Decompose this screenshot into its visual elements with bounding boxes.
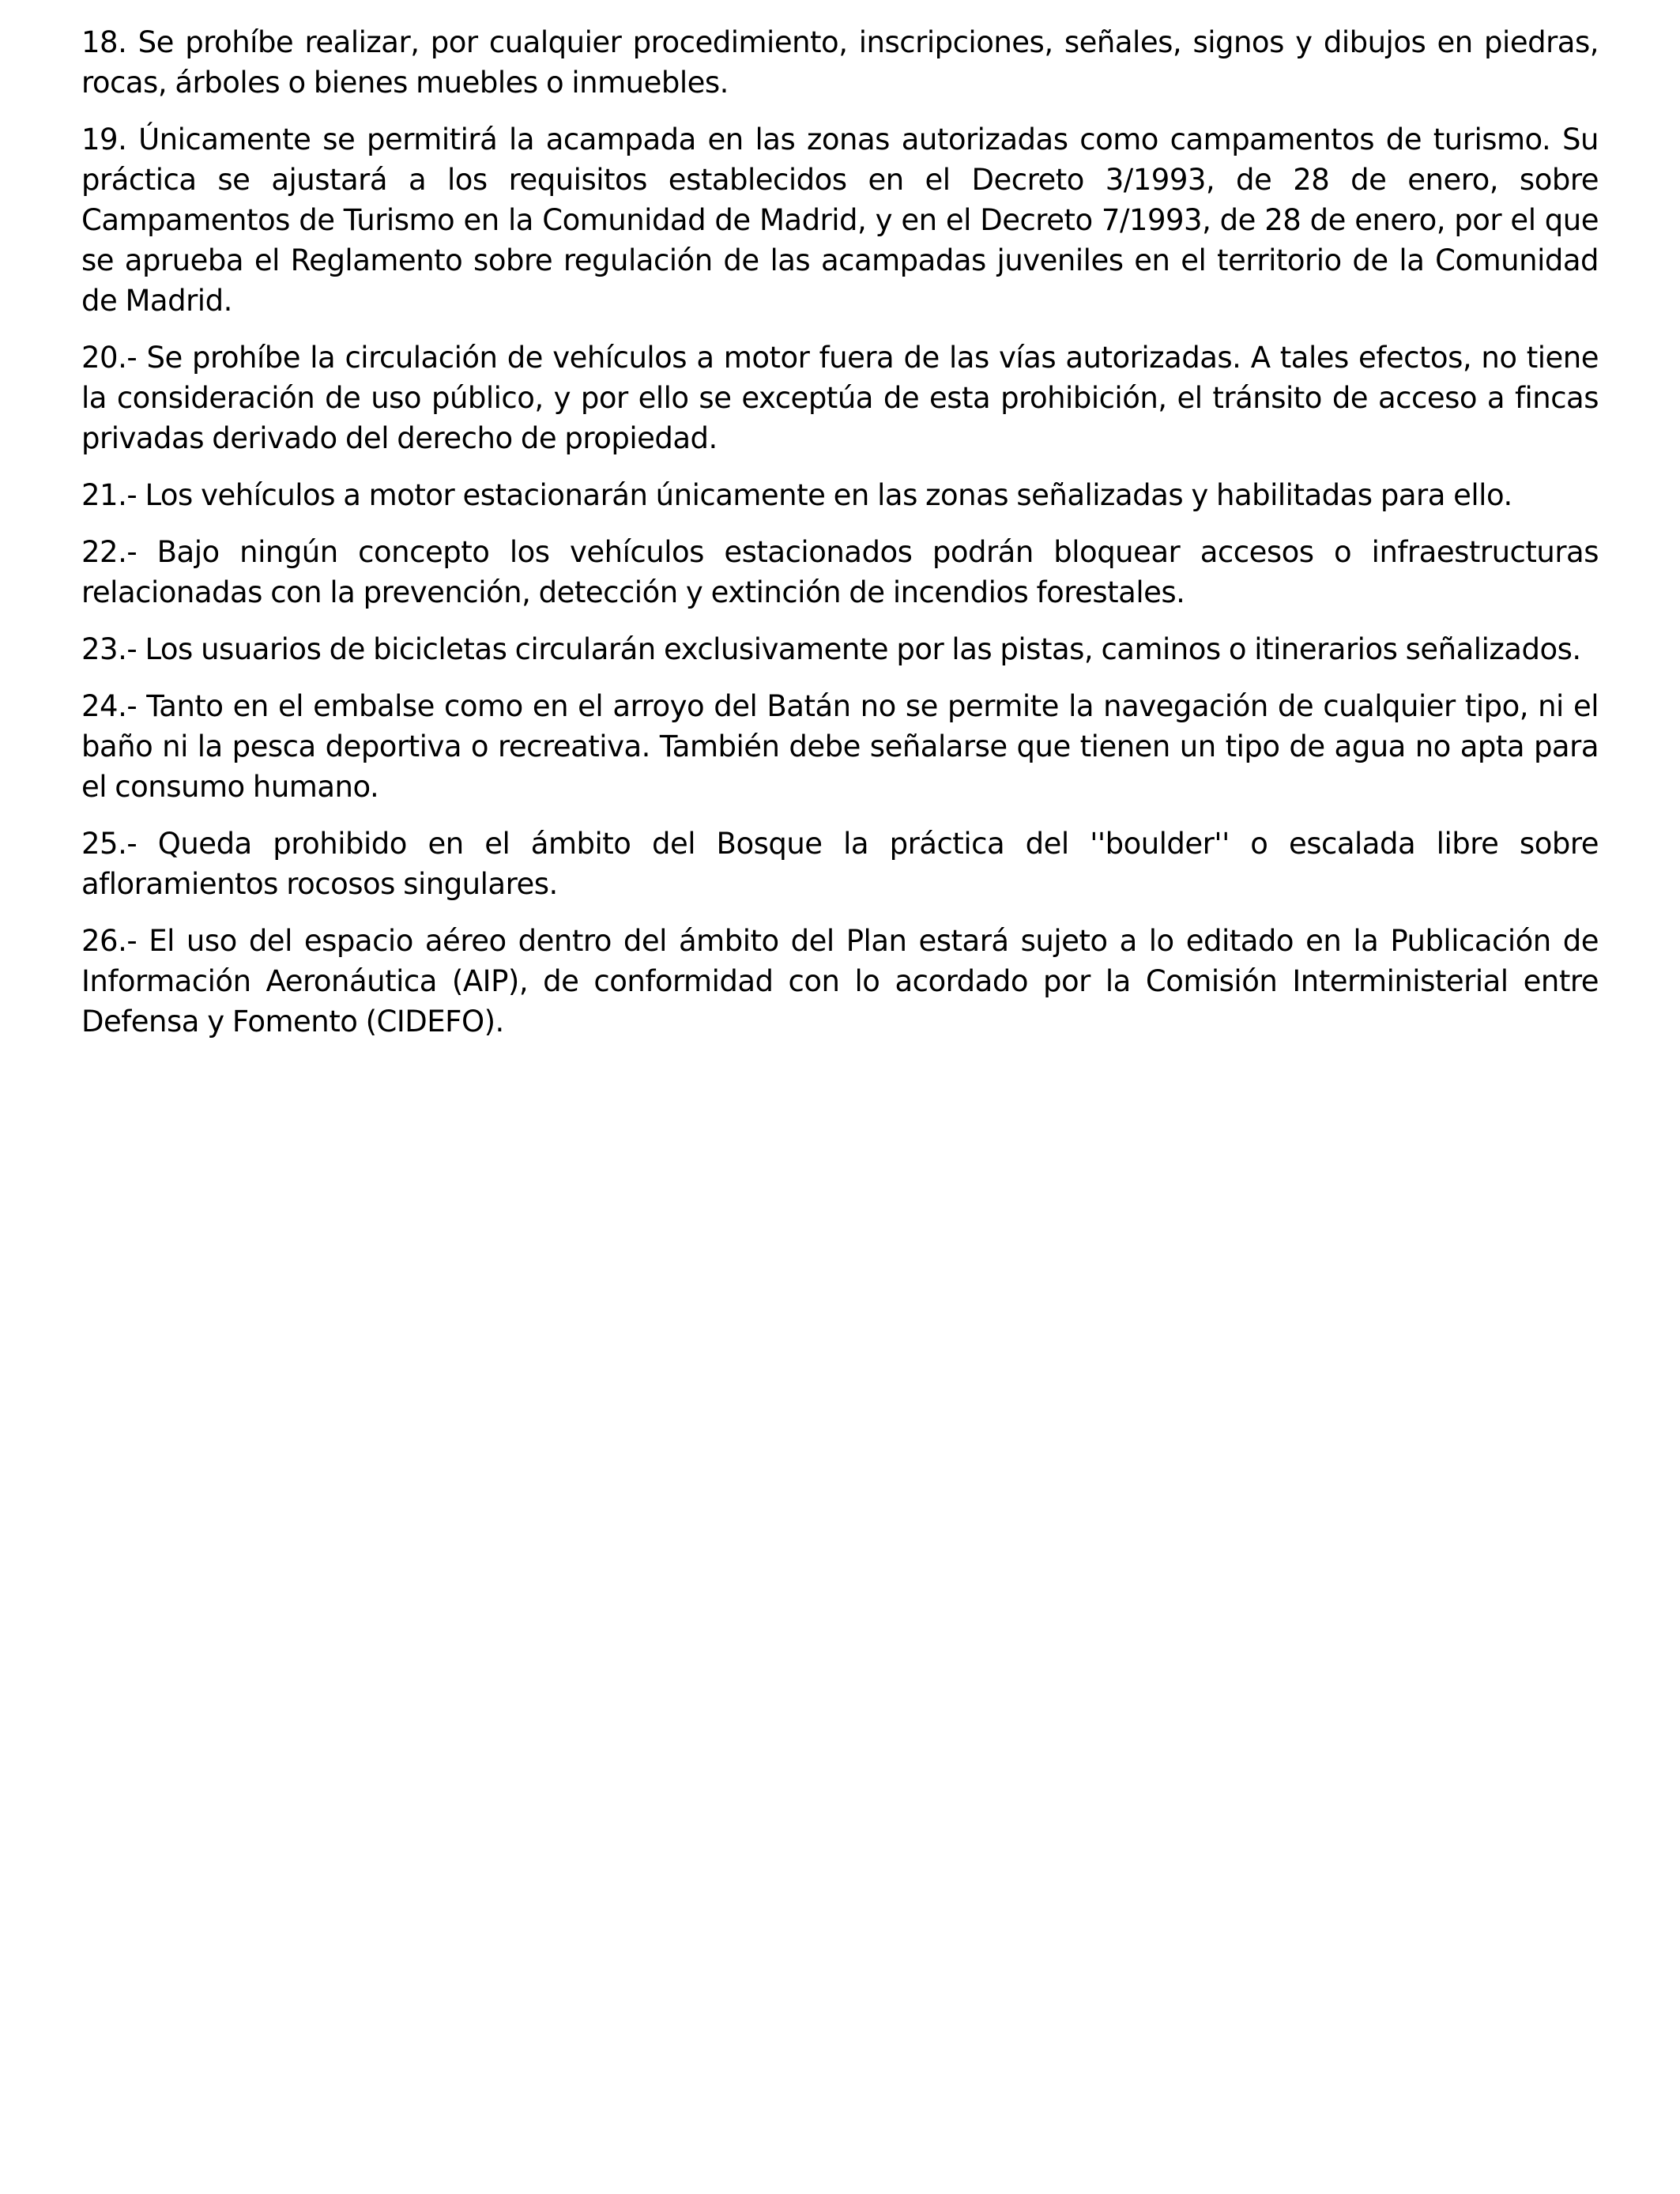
paragraph-26: 26.- El uso del espacio aéreo dentro del ámbito del Plan estará sujeto a lo editado en la Publicación de Información Aeronáutica (AIP), de conformidad con lo acordado por la Comisión Interministerial entre Defensa y Fomento (CIDEFO). xyxy=(81,924,1599,1039)
paragraph-20: 20.- Se prohíbe la circulación de vehículos a motor fuera de las vías autorizadas. A tales efectos, no tiene la consideración de uso público, y por ello se exceptúa de esta prohibición, el tránsito de acceso a fincas privadas derivado del derecho de propiedad. xyxy=(81,341,1599,455)
paragraph-21: 21.- Los vehículos a motor estacionarán únicamente en las zonas señalizadas y habilitadas para ello. xyxy=(81,478,1512,512)
document-page xyxy=(81,22,1599,1058)
paragraph-23: 23.- Los usuarios de bicicletas circularán exclusivamente por las pistas, caminos o itinerarios señalizados. xyxy=(81,632,1581,666)
paragraph-19: 19. Únicamente se permitirá la acampada en las zonas autorizadas como campamentos de turismo. Su práctica se ajustará a los requisitos establecidos en el Decreto 3/1993, de 28 de enero, sobre Campamentos de Turismo en la Comunidad de Madrid, y en el Decreto 7/1993, de 28 de enero, por el que se aprueba el Reglamento sobre regulación de las acampadas juveniles en el territorio de la Comunidad de Madrid. xyxy=(81,123,1599,318)
paragraph-25: 25.- Queda prohibido en el ámbito del Bosque la práctica del ''boulder'' o escalada libre sobre afloramientos rocosos singulares. xyxy=(81,827,1599,901)
paragraph-22: 22.- Bajo ningún concepto los vehículos estacionados podrán bloquear accesos o infraestructuras relacionadas con la prevención, detección y extinción de incendios forestales. xyxy=(81,535,1599,609)
paragraph-24: 24.- Tanto en el embalse como en el arroyo del Batán no se permite la navegación de cualquier tipo, ni el baño ni la pesca deportiva o recreativa. También debe señalarse que tienen un tipo de agua no apta para el consumo humano. xyxy=(81,689,1599,804)
paragraph-18: 18. Se prohíbe realizar, por cualquier procedimiento, inscripciones, señales, signos y dibujos en piedras, rocas, árboles o bienes muebles o inmuebles. xyxy=(81,25,1599,100)
